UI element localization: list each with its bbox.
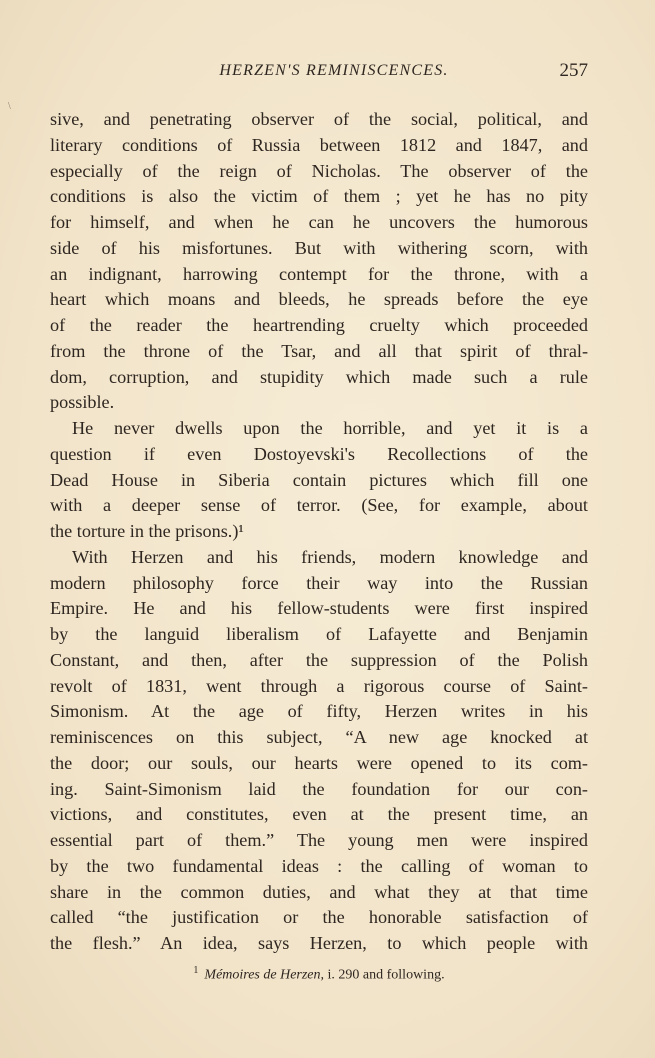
text-line: by the languid liberalism of Lafayette and Benjamin xyxy=(50,624,588,644)
footnote-mark: 1 xyxy=(193,965,199,976)
text-line: side of his misfortunes. But with withering scorn, with xyxy=(50,237,588,258)
text-line: modern philosophy force their way into the Russian xyxy=(50,572,588,593)
text-line: for himself, and when he can he uncovers the humorous xyxy=(50,212,588,232)
footnote-reference: i. 290 and following. xyxy=(327,967,445,983)
text-line: the flesh.” An idea, says Herzen, to which people with xyxy=(50,933,588,953)
text-line: conditions is also the victim of them ; yet he has no pity xyxy=(50,186,588,207)
text-line: dom, corruption, and stupidity which made such a rule xyxy=(50,366,588,387)
text-line: Constant, and then, after the suppression of the Polish xyxy=(50,649,588,670)
body-text xyxy=(50,107,588,957)
text-line: of the reader the heartrending cruelty which proceeded xyxy=(50,315,588,335)
footnote xyxy=(50,965,588,984)
text-line: an indignant, harrowing contempt for the throne, with a xyxy=(50,263,588,284)
text-line: heart which moans and bleeds, he spreads before the eye xyxy=(50,289,588,310)
text-line: Empire. He and his fellow-students were first inspired xyxy=(50,598,588,619)
text-line: victions, and constitutes, even at the present time, an xyxy=(50,804,588,825)
text-line: Simonism. At the age of fifty, Herzen writes in his xyxy=(50,701,588,722)
page-number: 257 xyxy=(559,60,588,81)
text-line: the torture in the prisons.)¹ xyxy=(50,521,244,541)
paragraph-start-line: With Herzen and his friends, modern knowledge and xyxy=(72,546,588,567)
page-header xyxy=(50,60,588,84)
text-line: revolt of 1831, went through a rigorous course of Saint- xyxy=(50,675,588,696)
text-line: possible. xyxy=(50,392,115,413)
text-line: ing. Saint-Simonism laid the foundation for our con- xyxy=(50,778,588,799)
text-line: called “the justification or the honorable satisfaction of xyxy=(50,907,588,928)
footnote-title: Mémoires de Herzen, xyxy=(204,967,325,983)
text-line: the door; our souls, our hearts were opened to its com- xyxy=(50,752,588,773)
text-line: sive, and penetrating observer of the social, political, and xyxy=(50,109,588,129)
text-line: reminiscences on this subject, “A new age knocked at xyxy=(50,727,588,747)
margin-mark: \ xyxy=(8,101,11,112)
text-line: with a deeper sense of terror. (See, for example, about xyxy=(50,495,588,516)
text-line: from the throne of the Tsar, and all that spirit of thral- xyxy=(50,340,588,361)
text-line: Dead House in Siberia contain pictures which fill one xyxy=(50,469,588,490)
text-line: share in the common duties, and what they at that time xyxy=(50,881,588,902)
text-line: by the two fundamental ideas : the calling of woman to xyxy=(50,855,588,876)
text-line: essential part of them.” The young men were inspired xyxy=(50,830,588,850)
text-line: literary conditions of Russia between 1812 and 1847, and xyxy=(50,134,588,155)
paragraph-start-line: He never dwells upon the horrible, and yet it is a xyxy=(72,418,588,438)
text-line: question if even Dostoyevski's Recollections of the xyxy=(50,443,588,464)
text-line: especially of the reign of Nicholas. The observer of the xyxy=(50,160,588,181)
running-head: HERZEN'S REMINISCENCES. xyxy=(219,62,449,79)
